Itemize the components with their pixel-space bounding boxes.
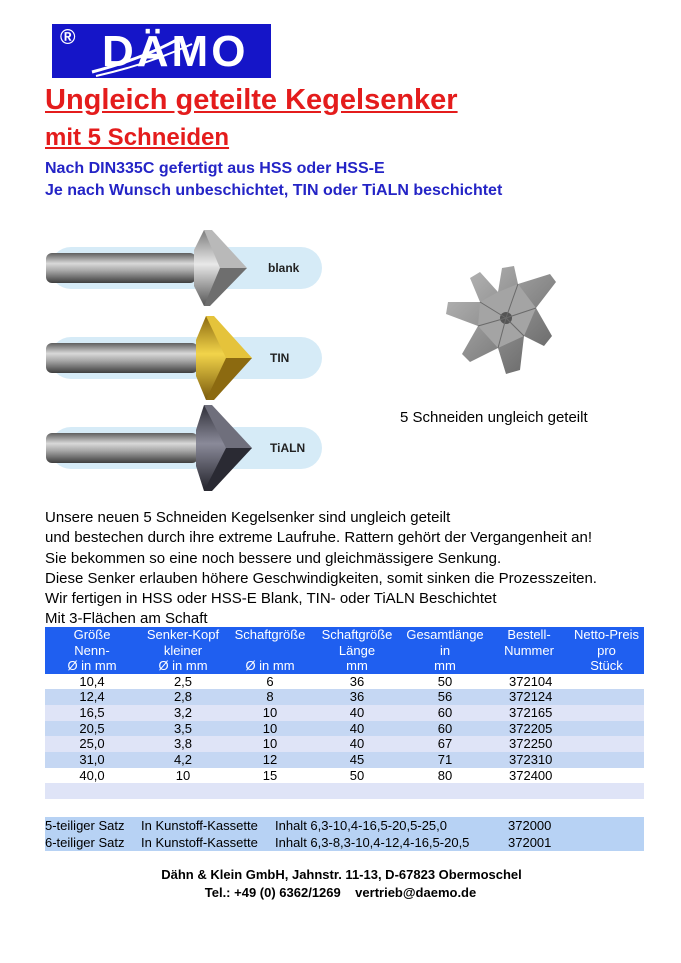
col-header-shank-length: Schaftgröße Länge mm xyxy=(313,627,401,674)
cell-shank: 12 xyxy=(227,752,313,768)
set-name: 6-teiliger Satz xyxy=(45,835,125,850)
set-number: 372000 xyxy=(508,818,552,833)
cell-shank: 8 xyxy=(227,689,313,705)
cell-price xyxy=(569,752,644,768)
cell-shank: 10 xyxy=(227,705,313,721)
cell-size: 10,4 xyxy=(45,674,139,690)
cell-size: 25,0 xyxy=(45,736,139,752)
cell-shank-length: 40 xyxy=(313,721,401,737)
cell-shank: 10 xyxy=(227,736,313,752)
company-address: Dähn & Klein GmbH, Jahnstr. 11-13, D-67823 Obermoschel xyxy=(161,867,522,882)
cell-size: 16,5 xyxy=(45,705,139,721)
set-case: In Kunstoff-Kassette xyxy=(141,835,258,850)
col-header-order-number: Bestell- Nummer xyxy=(489,627,569,674)
table-row xyxy=(45,705,644,721)
cell-size: 12,4 xyxy=(45,689,139,705)
cell-order-number: 372104 xyxy=(489,674,569,690)
cell-head: 3,8 xyxy=(139,736,227,752)
cell-total-length: 60 xyxy=(401,705,489,721)
set-row xyxy=(45,834,644,851)
brand-name: DÄMO xyxy=(102,27,249,76)
description-line: Diese Senker erlauben höhere Geschwindigkeiten, somit sinken die Prozesszeiten. xyxy=(45,569,597,587)
tool-label-tin: TIN xyxy=(270,351,290,365)
description-line: Wir fertigen in HSS oder HSS-E Blank, TIN- oder TiALN Beschichtet xyxy=(45,590,497,608)
page-subtitle: mit 5 Schneiden xyxy=(45,124,230,151)
cell-shank-length: 40 xyxy=(313,705,401,721)
description-line: Unsere neuen 5 Schneiden Kegelsenker sind ungleich geteilt xyxy=(45,509,451,526)
cell-head: 2,5 xyxy=(139,674,227,690)
page-title: Ungleich geteilte Kegelsenker xyxy=(45,84,458,116)
cell-shank: 10 xyxy=(227,721,313,737)
five-flute-top-view-image xyxy=(440,262,560,382)
cell-shank-length: 36 xyxy=(313,674,401,690)
table-row-empty xyxy=(45,783,644,799)
cell-shank-length: 40 xyxy=(313,736,401,752)
cell-head: 3,5 xyxy=(139,721,227,737)
cell-order-number: 372310 xyxy=(489,752,569,768)
table-row xyxy=(45,768,644,784)
cell-order-number: 372205 xyxy=(489,721,569,737)
set-content: Inhalt 6,3-8,3-10,4-12,4-16,5-20,5 xyxy=(275,835,470,850)
countersink-variants xyxy=(42,220,332,495)
cell-total-length: 71 xyxy=(401,752,489,768)
cell-size: 31,0 xyxy=(45,752,139,768)
footer xyxy=(0,866,681,902)
daemo-logo xyxy=(52,24,271,78)
description-line: Mit 3-Flächen am Schaft xyxy=(45,610,208,628)
cell-shank: 15 xyxy=(227,768,313,784)
description xyxy=(45,508,597,630)
set-number: 372001 xyxy=(508,835,552,850)
cell-price xyxy=(569,705,644,721)
cell-price xyxy=(569,674,644,690)
cell-price xyxy=(569,721,644,737)
description-line: und bestechen durch ihre extreme Laufruhe. Rattern gehört der Vergangenheit an! xyxy=(45,529,593,547)
set-name: 5-teiliger Satz xyxy=(45,818,125,833)
cell-order-number: 372250 xyxy=(489,736,569,752)
col-header-net-price: Netto-Preis pro Stück xyxy=(569,627,644,674)
set-row xyxy=(45,817,644,834)
cell-shank-length: 45 xyxy=(313,752,401,768)
cell-shank-length: 50 xyxy=(313,768,401,784)
cell-shank-length: 36 xyxy=(313,689,401,705)
cell-head: 3,2 xyxy=(139,705,227,721)
registered-mark: ® xyxy=(60,26,76,49)
cell-size: 40,0 xyxy=(45,768,139,784)
cell-shank: 6 xyxy=(227,674,313,690)
bit-caption: 5 Schneiden ungleich geteilt xyxy=(400,409,588,426)
tool-label-tialn: TiALN xyxy=(270,441,306,455)
cell-order-number: 372124 xyxy=(489,689,569,705)
tool-label-blank: blank xyxy=(268,261,300,275)
sets-table xyxy=(45,817,644,851)
cell-total-length: 80 xyxy=(401,768,489,784)
contact-info[interactable]: Tel.: +49 (0) 6362/1269 vertrieb@daemo.de xyxy=(204,885,477,900)
cell-head: 10 xyxy=(139,768,227,784)
cell-total-length: 60 xyxy=(401,721,489,737)
cell-head: 4,2 xyxy=(139,752,227,768)
intro-line-2: Je nach Wunsch unbeschichtet, TIN oder TiALN beschichtet xyxy=(45,182,503,199)
table-header-row xyxy=(45,627,644,674)
table-row xyxy=(45,721,644,737)
cell-head: 2,8 xyxy=(139,689,227,705)
set-case: In Kunstoff-Kassette xyxy=(141,818,258,833)
cell-order-number: 372400 xyxy=(489,768,569,784)
table-row xyxy=(45,689,644,705)
cell-total-length: 50 xyxy=(401,674,489,690)
table-row xyxy=(45,752,644,768)
set-content: Inhalt 6,3-10,4-16,5-20,5-25,0 xyxy=(275,818,448,833)
col-header-shank-size: Schaftgröße Ø in mm xyxy=(227,627,313,674)
cell-price xyxy=(569,768,644,784)
col-header-total-length: Gesamtlänge in mm xyxy=(401,627,489,674)
cell-price xyxy=(569,689,644,705)
intro-line-1: Nach DIN335C gefertigt aus HSS oder HSS-E xyxy=(45,160,385,177)
cell-price xyxy=(569,736,644,752)
cell-size: 20,5 xyxy=(45,721,139,737)
col-header-size: Größe Nenn- Ø in mm xyxy=(45,627,139,674)
col-header-head-diameter: Senker-Kopf kleiner Ø in mm xyxy=(139,627,227,674)
description-line: Sie bekommen so eine noch bessere und gleichmässigere Senkung. xyxy=(45,549,502,567)
cell-total-length: 56 xyxy=(401,689,489,705)
table-row xyxy=(45,736,644,752)
table-row xyxy=(45,674,644,690)
product-table xyxy=(45,627,644,799)
cell-order-number: 372165 xyxy=(489,705,569,721)
cell-total-length: 67 xyxy=(401,736,489,752)
